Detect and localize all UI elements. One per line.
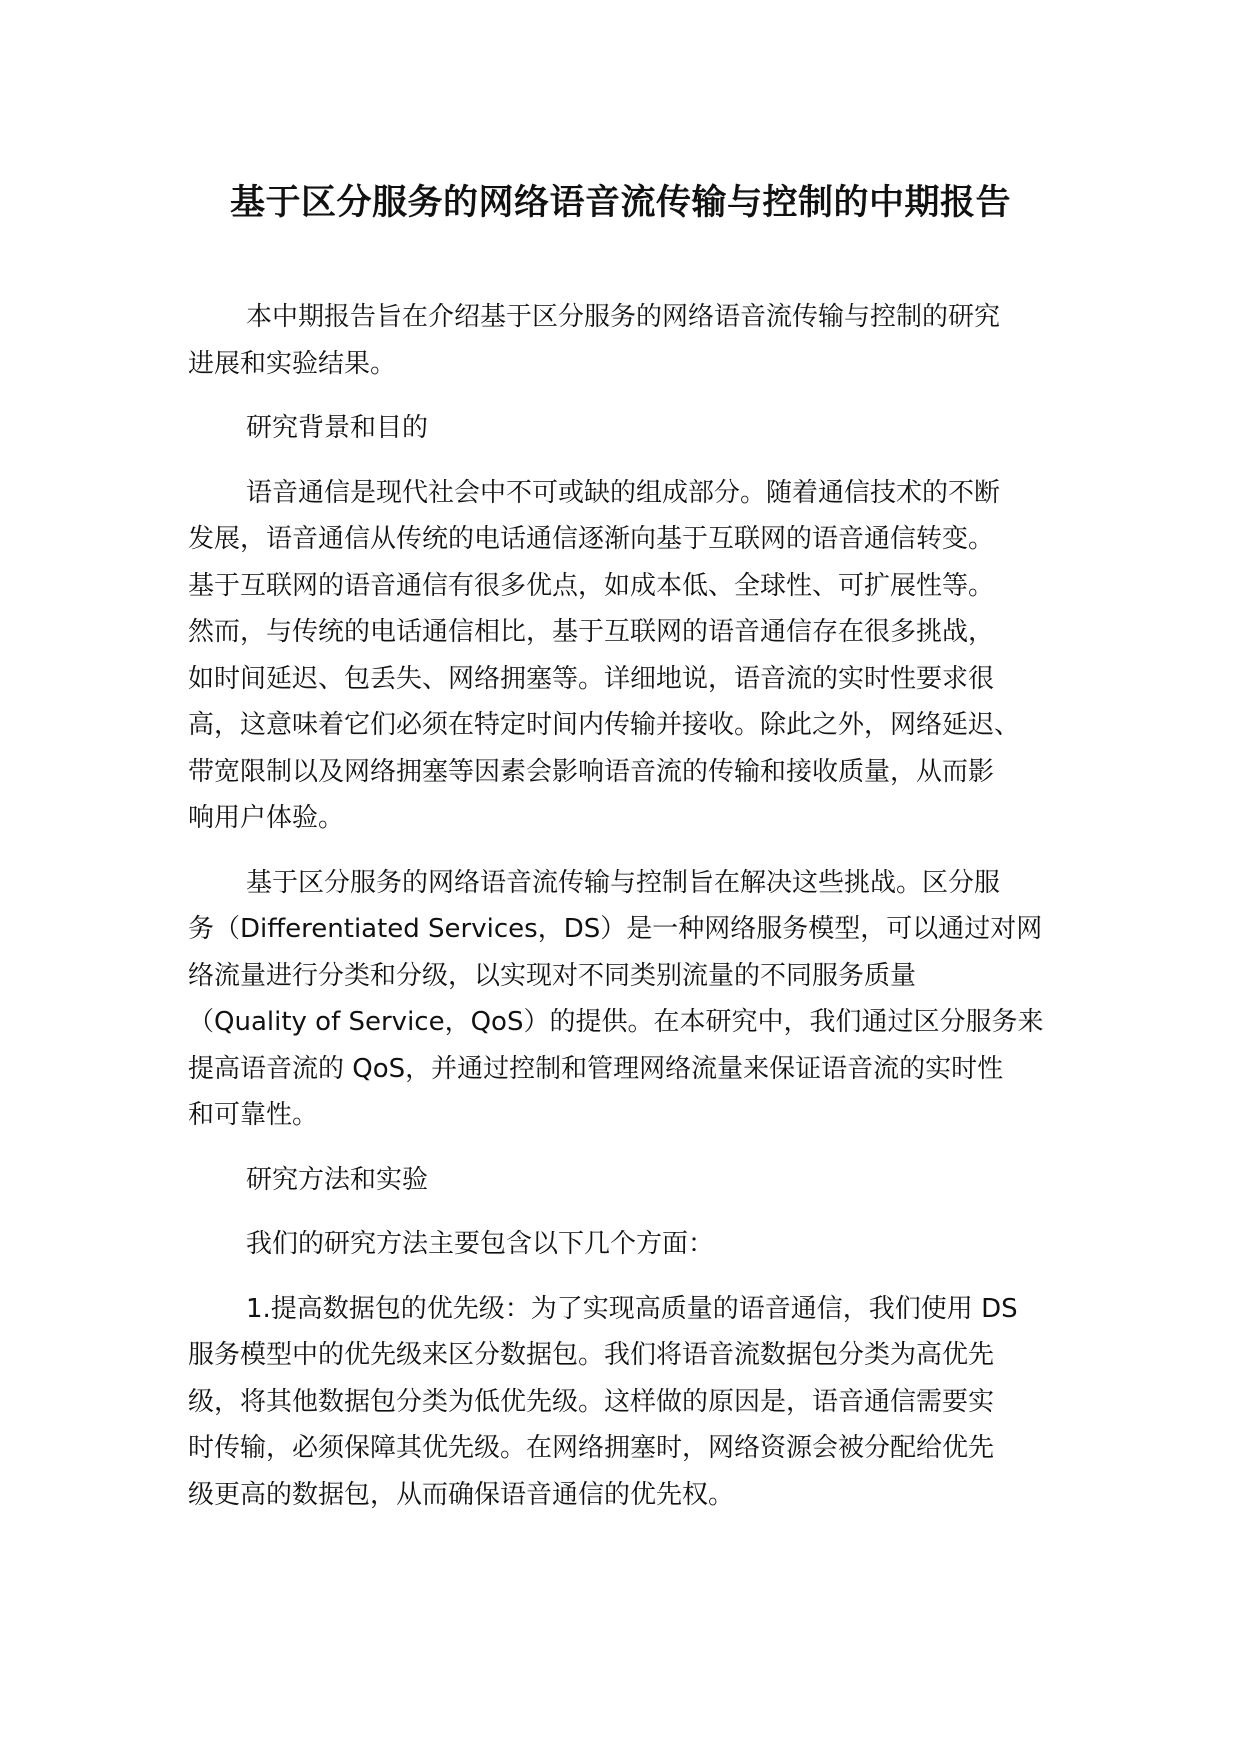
text-line: 进展和实验结果。 (188, 348, 397, 379)
text-line: 响用户体验。 (188, 803, 345, 833)
text-line: 络流量进行分类和分级，以实现对不同类别流量的不同服务质量 (188, 960, 917, 991)
text-line: 我们的研究方法主要包含以下几个方面： (246, 1229, 715, 1259)
text-line: 提高语音流的 QoS，并通过控制和管理网络流量来保证语音流的实时性 (188, 1053, 1004, 1084)
text-line: 然而，与传统的电话通信相比，基于互联网的语音通信存在很多挑战， (188, 617, 995, 647)
section-heading-text: 研究方法和实验 (246, 1164, 429, 1195)
text-line: 带宽限制以及网络拥塞等因素会影响语音流的传输和接收质量，从而影 (188, 756, 995, 787)
text-line: 服务模型中的优先级来区分数据包。我们将语音流数据包分类为高优先 (188, 1340, 995, 1370)
body-paragraph (188, 1221, 1058, 1268)
text-line: 级更高的数据包，从而确保语音通信的优先权。 (188, 1479, 735, 1510)
text-line: 发展，语音通信从传统的电话通信逐渐向基于互联网的语音通信转变。 (188, 524, 995, 554)
intro-paragraph (188, 294, 1058, 387)
section-heading (188, 1157, 1058, 1204)
body-paragraph (188, 860, 1058, 1139)
text-line: 务（Differentiated Services，DS）是一种网络服务模型，可以通过对网 (188, 914, 1043, 944)
body-paragraph (188, 1286, 1058, 1519)
document-title: 基于区分服务的网络语音流传输与控制的中期报告 (229, 183, 1011, 223)
text-line: 和可靠性。 (188, 1100, 319, 1130)
text-line: 基于区分服务的网络语音流传输与控制旨在解决这些挑战。区分服 (246, 867, 1001, 898)
body-paragraph (188, 470, 1058, 842)
text-line: 本中期报告旨在介绍基于区分服务的网络语音流传输与控制的研究 (246, 302, 1001, 332)
text-line: 高，这意味着它们必须在特定时间内传输并接收。除此之外，网络延迟、 (188, 710, 1021, 740)
text-line: 语音通信是现代社会中不可或缺的组成部分。随着通信技术的不断 (246, 477, 1001, 508)
text-line: 级，将其他数据包分类为低优先级。这样做的原因是，语音通信需要实 (188, 1386, 995, 1417)
section-heading-text: 研究背景和目的 (246, 413, 429, 443)
text-line: 时传输，必须保障其优先级。在网络拥塞时，网络资源会被分配给优先 (188, 1433, 995, 1463)
text-line: （Quality of Service，QoS）的提供。在本研究中，我们通过区分服务来 (188, 1007, 1044, 1037)
text-line: 1.提高数据包的优先级：为了实现高质量的语音通信，我们使用 DS (246, 1293, 1018, 1324)
text-line: 基于互联网的语音通信有很多优点，如成本低、全球性、可扩展性等。 (188, 570, 995, 601)
document-body (188, 294, 1058, 1536)
text-line: 如时间延迟、包丢失、网络拥塞等。详细地说，语音流的实时性要求很 (188, 663, 995, 694)
section-heading (188, 405, 1058, 452)
